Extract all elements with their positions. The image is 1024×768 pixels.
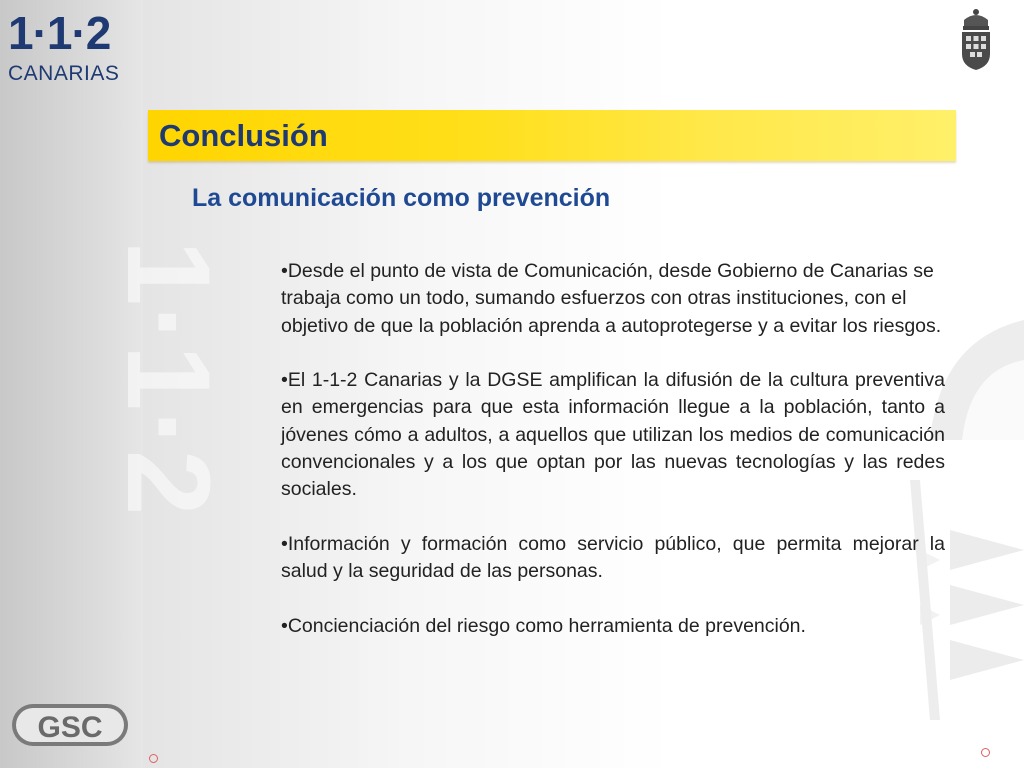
slide-title: Conclusión [159, 118, 328, 153]
title-bar [148, 110, 956, 161]
bullet-paragraph: •Información y formación como servicio público, que permita mejorar la salud y la seguridad de las personas. [281, 532, 945, 583]
corner-marker [981, 748, 990, 757]
watermark-112-logo [10, 230, 234, 550]
corner-marker [149, 754, 158, 763]
body-text [281, 258, 945, 640]
logo-112-canarias [6, 8, 126, 88]
logo-subtitle: CANARIAS [8, 62, 120, 85]
slide-subtitle: La comunicación como prevención [192, 184, 611, 212]
bullet-paragraph: •Concienciación del riesgo como herramienta de prevención. [281, 614, 806, 637]
gsc-logo [10, 700, 130, 750]
bullet-paragraph: •El 1-1-2 Canarias y la DGSE amplifican la difusión de la cultura preventiva en emergencias para que esta información llegue a la población, tanto a jóvenes cómo a adultos, a aquellos que utilizan los medios de comunicación convencionales y a los que optan por las nuevas tecnologías y las redes sociales. [281, 369, 945, 501]
logo-number: 1·1·2 [8, 7, 111, 59]
watermark-text: 1·1·2 [102, 240, 234, 516]
gsc-logo-text: GSC [37, 711, 103, 744]
bullet-paragraph: •Desde el punto de vista de Comunicación, desde Gobierno de Canarias se trabaja como un todo, sumando esfuerzos con otras instituciones, con el objetivo de que la población aprenda a autoprotegerse y a evitar los riesgos. [281, 260, 942, 337]
coat-of-arms-icon [954, 6, 998, 72]
